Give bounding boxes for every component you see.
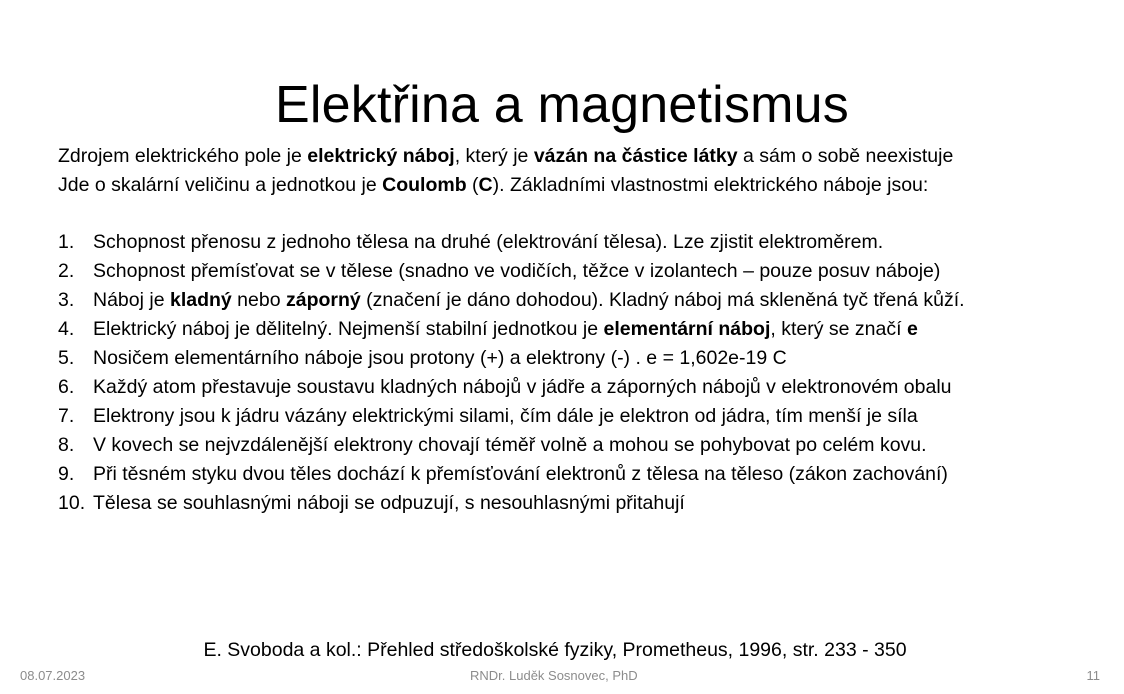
emphasis-text: záporný <box>285 289 361 311</box>
list-item-number: 10. <box>58 492 86 514</box>
list-item-number: 8. <box>58 434 75 456</box>
list-item <box>58 228 1108 257</box>
list-item-number: 7. <box>58 405 75 427</box>
list-item-number: 2. <box>58 260 75 282</box>
intro-paragraph <box>58 142 1098 200</box>
list-item <box>58 315 1108 344</box>
list-item-number: 5. <box>58 347 75 369</box>
list-item-text: Elektrický náboj je dělitelný. Nejmenší stabilní jednotkou je elementární náboj, který se značí e <box>93 318 918 340</box>
properties-list <box>58 228 1108 518</box>
list-item-text: Každý atom přestavuje soustavu kladných nábojů v jádře a záporných nábojů v elektronovém obalu <box>93 376 952 398</box>
list-item-number: 1. <box>58 231 75 253</box>
emphasis-text: e <box>906 318 918 340</box>
list-item-text: Náboj je kladný nebo záporný (značení je dáno dohodou). Kladný náboj má skleněná tyč třená kůží. <box>93 289 965 311</box>
slide-title: Elektřina a magnetismus <box>275 75 849 134</box>
source-reference: E. Svoboda a kol.: Přehled středoškolské fyziky, Prometheus, 1996, str. 233 - 350 <box>203 639 907 661</box>
list-item-text: Nosičem elementárního náboje jsou protony (+) a elektrony (-) . e = 1,602e-19 C <box>93 347 787 369</box>
list-item-number: 3. <box>58 289 75 311</box>
intro-line: Jde o skalární veličinu a jednotkou je Coulomb (C). Základními vlastnostmi elektrického náboje jsou: <box>58 174 929 196</box>
list-item-text: Při těsném styku dvou těles dochází k přemísťování elektronů z tělesa na těleso (zákon zachování) <box>93 463 948 485</box>
emphasis-text: Coulomb <box>382 174 467 196</box>
emphasis-text: elementární náboj <box>603 318 771 340</box>
footer-date: 08.07.2023 <box>20 668 86 683</box>
list-item <box>58 489 1108 518</box>
emphasis-text: elektrický náboj <box>307 145 455 167</box>
emphasis-text: C <box>478 174 493 196</box>
emphasis-text: vázán na částice látky <box>533 145 738 167</box>
footer-author: RNDr. Luděk Sosnovec, PhD <box>470 668 638 683</box>
list-item-number: 4. <box>58 318 75 340</box>
list-item-number: 6. <box>58 376 75 398</box>
list-item-number: 9. <box>58 463 75 485</box>
list-item <box>58 460 1108 489</box>
list-item <box>58 431 1108 460</box>
list-item-text: Tělesa se souhlasnými náboji se odpuzují, s nesouhlasnými přitahují <box>93 492 685 514</box>
list-item-text: Elektrony jsou k jádru vázány elektrickými silami, čím dále je elektron od jádra, tím menší je síla <box>93 405 918 427</box>
list-item <box>58 257 1108 286</box>
list-item <box>58 402 1108 431</box>
list-item-text: V kovech se nejvzdálenější elektrony chovají téměř volně a mohou se pohybovat po celém kovu. <box>93 434 927 456</box>
list-item-text: Schopnost přemísťovat se v tělese (snadno ve vodičích, těžce v izolantech – pouze posuv náboje) <box>93 260 941 282</box>
slide-number: 11 <box>1086 668 1100 683</box>
intro-line: Zdrojem elektrického pole je elektrický náboj, který je vázán na částice látky a sám o sobě neexistuje <box>58 145 954 167</box>
list-item <box>58 286 1108 315</box>
list-item-text: Schopnost přenosu z jednoho tělesa na druhé (elektrování tělesa). Lze zjistit elektroměrem. <box>93 231 884 253</box>
emphasis-text: kladný <box>169 289 232 311</box>
list-item <box>58 344 1108 373</box>
list-item <box>58 373 1108 402</box>
